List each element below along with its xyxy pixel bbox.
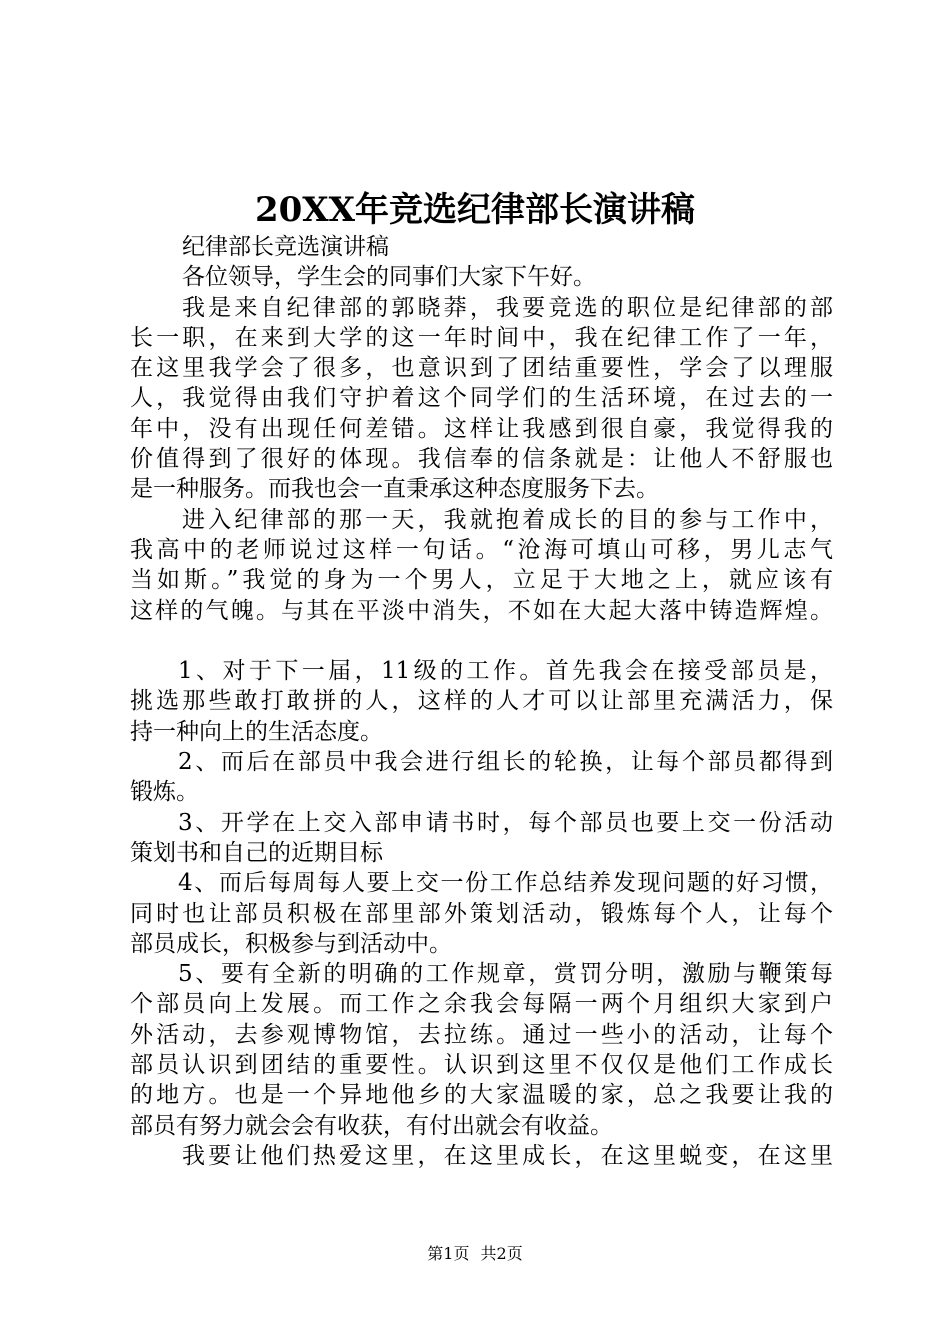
page-total: 共2页 bbox=[480, 1244, 523, 1263]
list-item-line: 3、开学在上交入部申请书时，每个部员也要上交一份活动 bbox=[178, 809, 833, 836]
paragraph-line: 这样的气魄。与其在平淡中消失，不如在大起大落中铸造辉煌。 bbox=[130, 597, 833, 624]
greeting-line: 各位领导，学生会的同事们大家下午好。 bbox=[182, 264, 596, 291]
paragraph-line: 年中，没有出现任何差错。这样让我感到很自豪，我觉得我的 bbox=[130, 415, 833, 442]
subtitle-line: 纪律部长竞选演讲稿 bbox=[182, 234, 389, 260]
paragraph-line: 当如斯。”我觉的身为一个男人，立足于大地之上，就应该有 bbox=[130, 567, 833, 594]
list-item-line: 策划书和自己的近期目标 bbox=[130, 839, 383, 866]
paragraph-line: 是一种服务。而我也会一直秉承这种态度服务下去。 bbox=[130, 476, 659, 503]
paragraph-line: 我要让他们热爱这里，在这里成长，在这里蜕变，在这里 bbox=[182, 1142, 833, 1169]
paragraph-line: 我高中的老师说过这样一句话。“沧海可填山可移，男儿志气 bbox=[130, 536, 833, 563]
list-item-line: 部员有努力就会会有收获，有付出就会有收益。 bbox=[130, 1112, 613, 1139]
paragraph-line: 长一职，在来到大学的这一年时间中，我在纪律工作了一年， bbox=[130, 324, 833, 351]
page-number: 第1页 bbox=[427, 1244, 470, 1263]
list-item-line: 2、而后在部员中我会进行组长的轮换，让每个部员都得到 bbox=[178, 749, 833, 776]
list-item-line: 外活动，去参观博物馆，去拉练。通过一些小的活动，让每个 bbox=[130, 1021, 833, 1048]
paragraph-line: 进入纪律部的那一天，我就抱着成长的目的参与工作中， bbox=[182, 506, 833, 533]
list-item-line: 持一种向上的生活态度。 bbox=[130, 718, 383, 745]
page-footer bbox=[0, 1244, 950, 1264]
list-item-line: 部员成长，积极参与到活动中。 bbox=[130, 930, 452, 957]
list-item-line: 挑选那些敢打敢拼的人，这样的人才可以让部里充满活力，保 bbox=[130, 688, 833, 715]
list-item-line: 4、而后每周每人要上交一份工作总结养发现问题的好习惯， bbox=[178, 870, 833, 897]
paragraph-line: 我是来自纪律部的郭晓莽，我要竞选的职位是纪律部的部 bbox=[182, 294, 833, 321]
list-item-line: 同时也让部员积极在部里部外策划活动，锻炼每个人，让每个 bbox=[130, 900, 833, 927]
document-title: 20XX年竞选纪律部长演讲稿 bbox=[254, 190, 696, 230]
blank-line bbox=[130, 626, 833, 656]
paragraph-line: 人，我觉得由我们守护着这个同学们的生活环境，在过去的一 bbox=[130, 385, 833, 412]
list-item-line: 1、对于下一届，11级的工作。首先我会在接受部员是， bbox=[178, 658, 833, 685]
list-item-line: 部员认识到团结的重要性。认识到这里不仅仅是他们工作成长 bbox=[130, 1052, 833, 1079]
list-item-line: 锻炼。 bbox=[130, 779, 199, 806]
paragraph-line: 在这里我学会了很多，也意识到了团结重要性，学会了以理服 bbox=[130, 355, 833, 382]
paragraph-line: 价值得到了很好的体现。我信奉的信条就是：让他人不舒服也 bbox=[130, 446, 833, 473]
list-item-line: 的地方。也是一个异地他乡的大家温暖的家，总之我要让我的 bbox=[130, 1082, 833, 1109]
list-item-line: 个部员向上发展。而工作之余我会每隔一两个月组织大家到户 bbox=[130, 991, 833, 1018]
document-body bbox=[130, 232, 833, 1171]
list-item-line: 5、要有全新的明确的工作规章，赏罚分明，激励与鞭策每 bbox=[178, 961, 833, 988]
